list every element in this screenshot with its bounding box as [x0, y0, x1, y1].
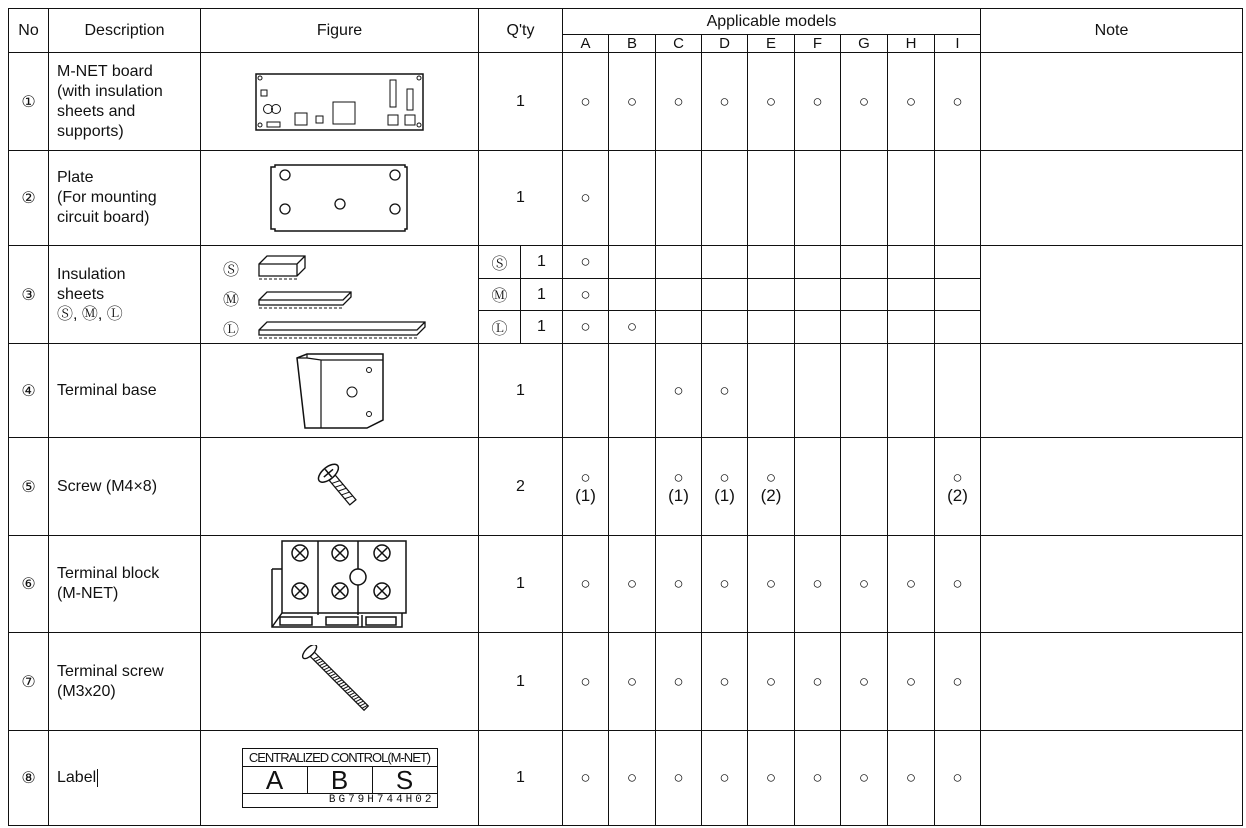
model-h-cell — [888, 246, 935, 279]
model-e-cell — [748, 311, 795, 344]
text-cursor — [97, 769, 98, 787]
model-b-cell — [609, 151, 656, 246]
item-description — [49, 344, 201, 438]
model-b-cell: ○ — [609, 53, 656, 151]
model-d-cell: ○ — [702, 536, 748, 633]
label-code: BG79H744H02 — [328, 794, 435, 806]
item-number: ② — [9, 151, 49, 246]
model-e-cell — [748, 151, 795, 246]
item-description — [49, 246, 201, 344]
table-row — [9, 344, 1243, 438]
model-h-cell — [888, 279, 935, 311]
quantity: 1 — [479, 536, 563, 633]
model-d-cell: ○ — [702, 53, 748, 151]
model-c-cell: ○ — [656, 731, 702, 826]
model-f-cell — [795, 344, 841, 438]
insulation-sheets-icon — [201, 250, 478, 340]
model-e-cell — [748, 279, 795, 311]
item-figure — [201, 536, 479, 633]
terminal-base-icon — [201, 352, 478, 430]
terminal-screw-icon — [201, 645, 478, 719]
description-line: (M3x20) — [57, 682, 116, 700]
model-e-cell: ○ — [748, 633, 795, 731]
model-c-cell: ○ — [656, 344, 702, 438]
model-h-cell — [888, 344, 935, 438]
model-f-cell — [795, 246, 841, 279]
description-line: Insulation — [57, 265, 126, 283]
description-line: Plate — [57, 169, 94, 186]
size-label: Ⓛ — [479, 311, 521, 344]
mounting-plate-icon — [201, 163, 478, 233]
model-d-cell: ○ (1) — [702, 438, 748, 536]
model-g-cell — [841, 151, 888, 246]
item-number: ④ — [9, 344, 49, 438]
label-icon — [242, 748, 438, 808]
model-c-cell: ○ — [656, 633, 702, 731]
header-model-d: D — [702, 35, 748, 53]
model-h-cell — [888, 311, 935, 344]
item-description — [49, 151, 201, 246]
model-b-cell: ○ — [609, 731, 656, 826]
item-description — [49, 536, 201, 633]
quantity: 1 — [479, 344, 563, 438]
model-f-cell: ○ — [795, 731, 841, 826]
model-d-cell — [702, 246, 748, 279]
insulation-sheet-m-icon — [257, 288, 353, 310]
description-line: Screw (M4×8) — [57, 477, 158, 495]
description-line: Ⓢ, Ⓜ, Ⓛ — [57, 305, 123, 323]
model-c-cell: ○ — [656, 53, 702, 151]
model-a-cell: ○ — [563, 53, 609, 151]
model-g-cell: ○ — [841, 731, 888, 826]
item-figure — [201, 344, 479, 438]
header-applicable-models: Applicable models — [563, 9, 981, 35]
model-g-cell — [841, 279, 888, 311]
model-a-cell: ○ — [563, 279, 609, 311]
model-e-cell: ○ — [748, 536, 795, 633]
header-note: Note — [981, 9, 1243, 53]
model-b-cell — [609, 344, 656, 438]
item-figure — [201, 151, 479, 246]
parts-table — [8, 8, 1243, 826]
model-i-cell — [935, 246, 981, 279]
description-line: M-NET board — [57, 62, 153, 80]
circuit-board-icon — [201, 73, 478, 131]
model-h-cell: ○ — [888, 731, 935, 826]
model-e-cell — [748, 344, 795, 438]
model-d-cell: ○ — [702, 633, 748, 731]
description-line: Terminal base — [57, 381, 157, 399]
model-i-cell — [935, 151, 981, 246]
item-number: ⑥ — [9, 536, 49, 633]
table-row — [9, 438, 1243, 536]
table-row — [9, 536, 1243, 633]
model-g-cell — [841, 438, 888, 536]
item-description — [49, 633, 201, 731]
item-description — [49, 53, 201, 151]
model-e-cell: ○ (2) — [748, 438, 795, 536]
table-row — [9, 246, 1243, 279]
quantity: 1 — [479, 53, 563, 151]
table-row — [9, 151, 1243, 246]
description-line: (with insulation — [57, 82, 163, 100]
terminal-block-icon — [201, 539, 478, 629]
table-row — [9, 53, 1243, 151]
item-figure — [201, 438, 479, 536]
quantity: 1 — [521, 246, 563, 279]
model-g-cell — [841, 311, 888, 344]
model-d-cell — [702, 151, 748, 246]
model-b-cell: ○ — [609, 311, 656, 344]
description-line: supports) — [57, 122, 124, 140]
note-cell — [981, 731, 1243, 826]
sheet-size-label: Ⓛ — [223, 321, 240, 339]
model-c-cell: ○ (1) — [656, 438, 702, 536]
model-a-cell: ○ — [563, 246, 609, 279]
model-a-cell: ○ — [563, 536, 609, 633]
model-b-cell: ○ — [609, 536, 656, 633]
model-f-cell: ○ — [795, 53, 841, 151]
model-h-cell: ○ — [888, 536, 935, 633]
note-cell — [981, 151, 1243, 246]
header-model-b: B — [609, 35, 656, 53]
header-no: No — [9, 9, 49, 53]
description-line: Terminal screw — [57, 662, 164, 680]
header-description: Description — [49, 9, 201, 53]
model-c-cell — [656, 279, 702, 311]
model-g-cell — [841, 246, 888, 279]
note-cell — [981, 246, 1243, 344]
model-c-cell — [656, 311, 702, 344]
model-b-cell: ○ — [609, 633, 656, 731]
model-h-cell — [888, 438, 935, 536]
label-letter: B — [308, 767, 373, 793]
screw-icon — [201, 461, 478, 513]
description-line: (For mounting — [57, 189, 157, 206]
model-f-cell: ○ — [795, 536, 841, 633]
item-description — [49, 731, 201, 826]
model-d-cell — [702, 311, 748, 344]
insulation-sheet-s-icon — [257, 252, 307, 280]
model-a-cell — [563, 344, 609, 438]
header-model-h: H — [888, 35, 935, 53]
model-e-cell: ○ — [748, 731, 795, 826]
item-figure — [201, 246, 479, 344]
model-g-cell: ○ — [841, 633, 888, 731]
quantity: 1 — [479, 731, 563, 826]
header-model-c: C — [656, 35, 702, 53]
model-b-cell — [609, 279, 656, 311]
model-f-cell — [795, 311, 841, 344]
quantity: 1 — [521, 279, 563, 311]
model-a-cell: ○ — [563, 731, 609, 826]
header-model-a: A — [563, 35, 609, 53]
model-h-cell — [888, 151, 935, 246]
header-figure: Figure — [201, 9, 479, 53]
model-h-cell: ○ — [888, 53, 935, 151]
item-description — [49, 438, 201, 536]
item-figure — [201, 731, 479, 826]
item-number: ③ — [9, 246, 49, 344]
sheet-size-label: Ⓜ — [223, 291, 240, 309]
size-label: Ⓜ — [479, 279, 521, 311]
quantity: 1 — [521, 311, 563, 344]
model-i-cell: ○ — [935, 633, 981, 731]
item-figure — [201, 53, 479, 151]
model-d-cell — [702, 279, 748, 311]
item-number: ① — [9, 53, 49, 151]
note-cell — [981, 53, 1243, 151]
label-letter: A — [243, 767, 308, 793]
model-f-cell — [795, 438, 841, 536]
table-row — [9, 731, 1243, 826]
model-a-cell: ○ (1) — [563, 438, 609, 536]
note-cell — [981, 344, 1243, 438]
model-i-cell — [935, 279, 981, 311]
model-g-cell — [841, 344, 888, 438]
model-c-cell — [656, 151, 702, 246]
model-i-cell — [935, 311, 981, 344]
item-figure — [201, 633, 479, 731]
model-f-cell: ○ — [795, 633, 841, 731]
description-line: circuit board) — [57, 209, 150, 226]
model-e-cell: ○ — [748, 53, 795, 151]
model-g-cell: ○ — [841, 53, 888, 151]
header-model-i: I — [935, 35, 981, 53]
model-a-cell: ○ — [563, 633, 609, 731]
model-c-cell: ○ — [656, 536, 702, 633]
model-b-cell — [609, 438, 656, 536]
description-line: sheets and — [57, 102, 136, 120]
model-e-cell — [748, 246, 795, 279]
label-title: CENTRALIZED CONTROL(M-NET) — [243, 749, 437, 767]
model-b-cell — [609, 246, 656, 279]
header-model-e: E — [748, 35, 795, 53]
model-i-cell — [935, 344, 981, 438]
label-letter: S — [395, 765, 414, 795]
model-i-cell: ○ — [935, 731, 981, 826]
size-label: Ⓢ — [479, 246, 521, 279]
quantity: 2 — [479, 438, 563, 536]
quantity: 1 — [479, 633, 563, 731]
model-a-cell: ○ — [563, 151, 609, 246]
model-a-cell: ○ — [563, 311, 609, 344]
sheet-size-label: Ⓢ — [223, 261, 240, 279]
model-g-cell: ○ — [841, 536, 888, 633]
model-c-cell — [656, 246, 702, 279]
header-model-f: F — [795, 35, 841, 53]
model-i-cell: ○ (2) — [935, 438, 981, 536]
item-number: ⑦ — [9, 633, 49, 731]
note-cell — [981, 536, 1243, 633]
description-line: Terminal block — [57, 565, 160, 582]
note-cell — [981, 438, 1243, 536]
header-qty: Q'ty — [479, 9, 563, 53]
model-d-cell: ○ — [702, 731, 748, 826]
model-i-cell: ○ — [935, 53, 981, 151]
table-row — [9, 633, 1243, 731]
description-line: sheets — [57, 285, 105, 303]
model-d-cell: ○ — [702, 344, 748, 438]
item-number: ⑤ — [9, 438, 49, 536]
item-number: ⑧ — [9, 731, 49, 826]
model-f-cell — [795, 279, 841, 311]
description-line: Label — [57, 769, 97, 786]
header-model-g: G — [841, 35, 888, 53]
note-cell — [981, 633, 1243, 731]
model-h-cell: ○ — [888, 633, 935, 731]
description-line: (M-NET) — [57, 585, 119, 602]
insulation-sheet-l-icon — [257, 318, 427, 340]
quantity: 1 — [479, 151, 563, 246]
model-f-cell — [795, 151, 841, 246]
model-i-cell: ○ — [935, 536, 981, 633]
